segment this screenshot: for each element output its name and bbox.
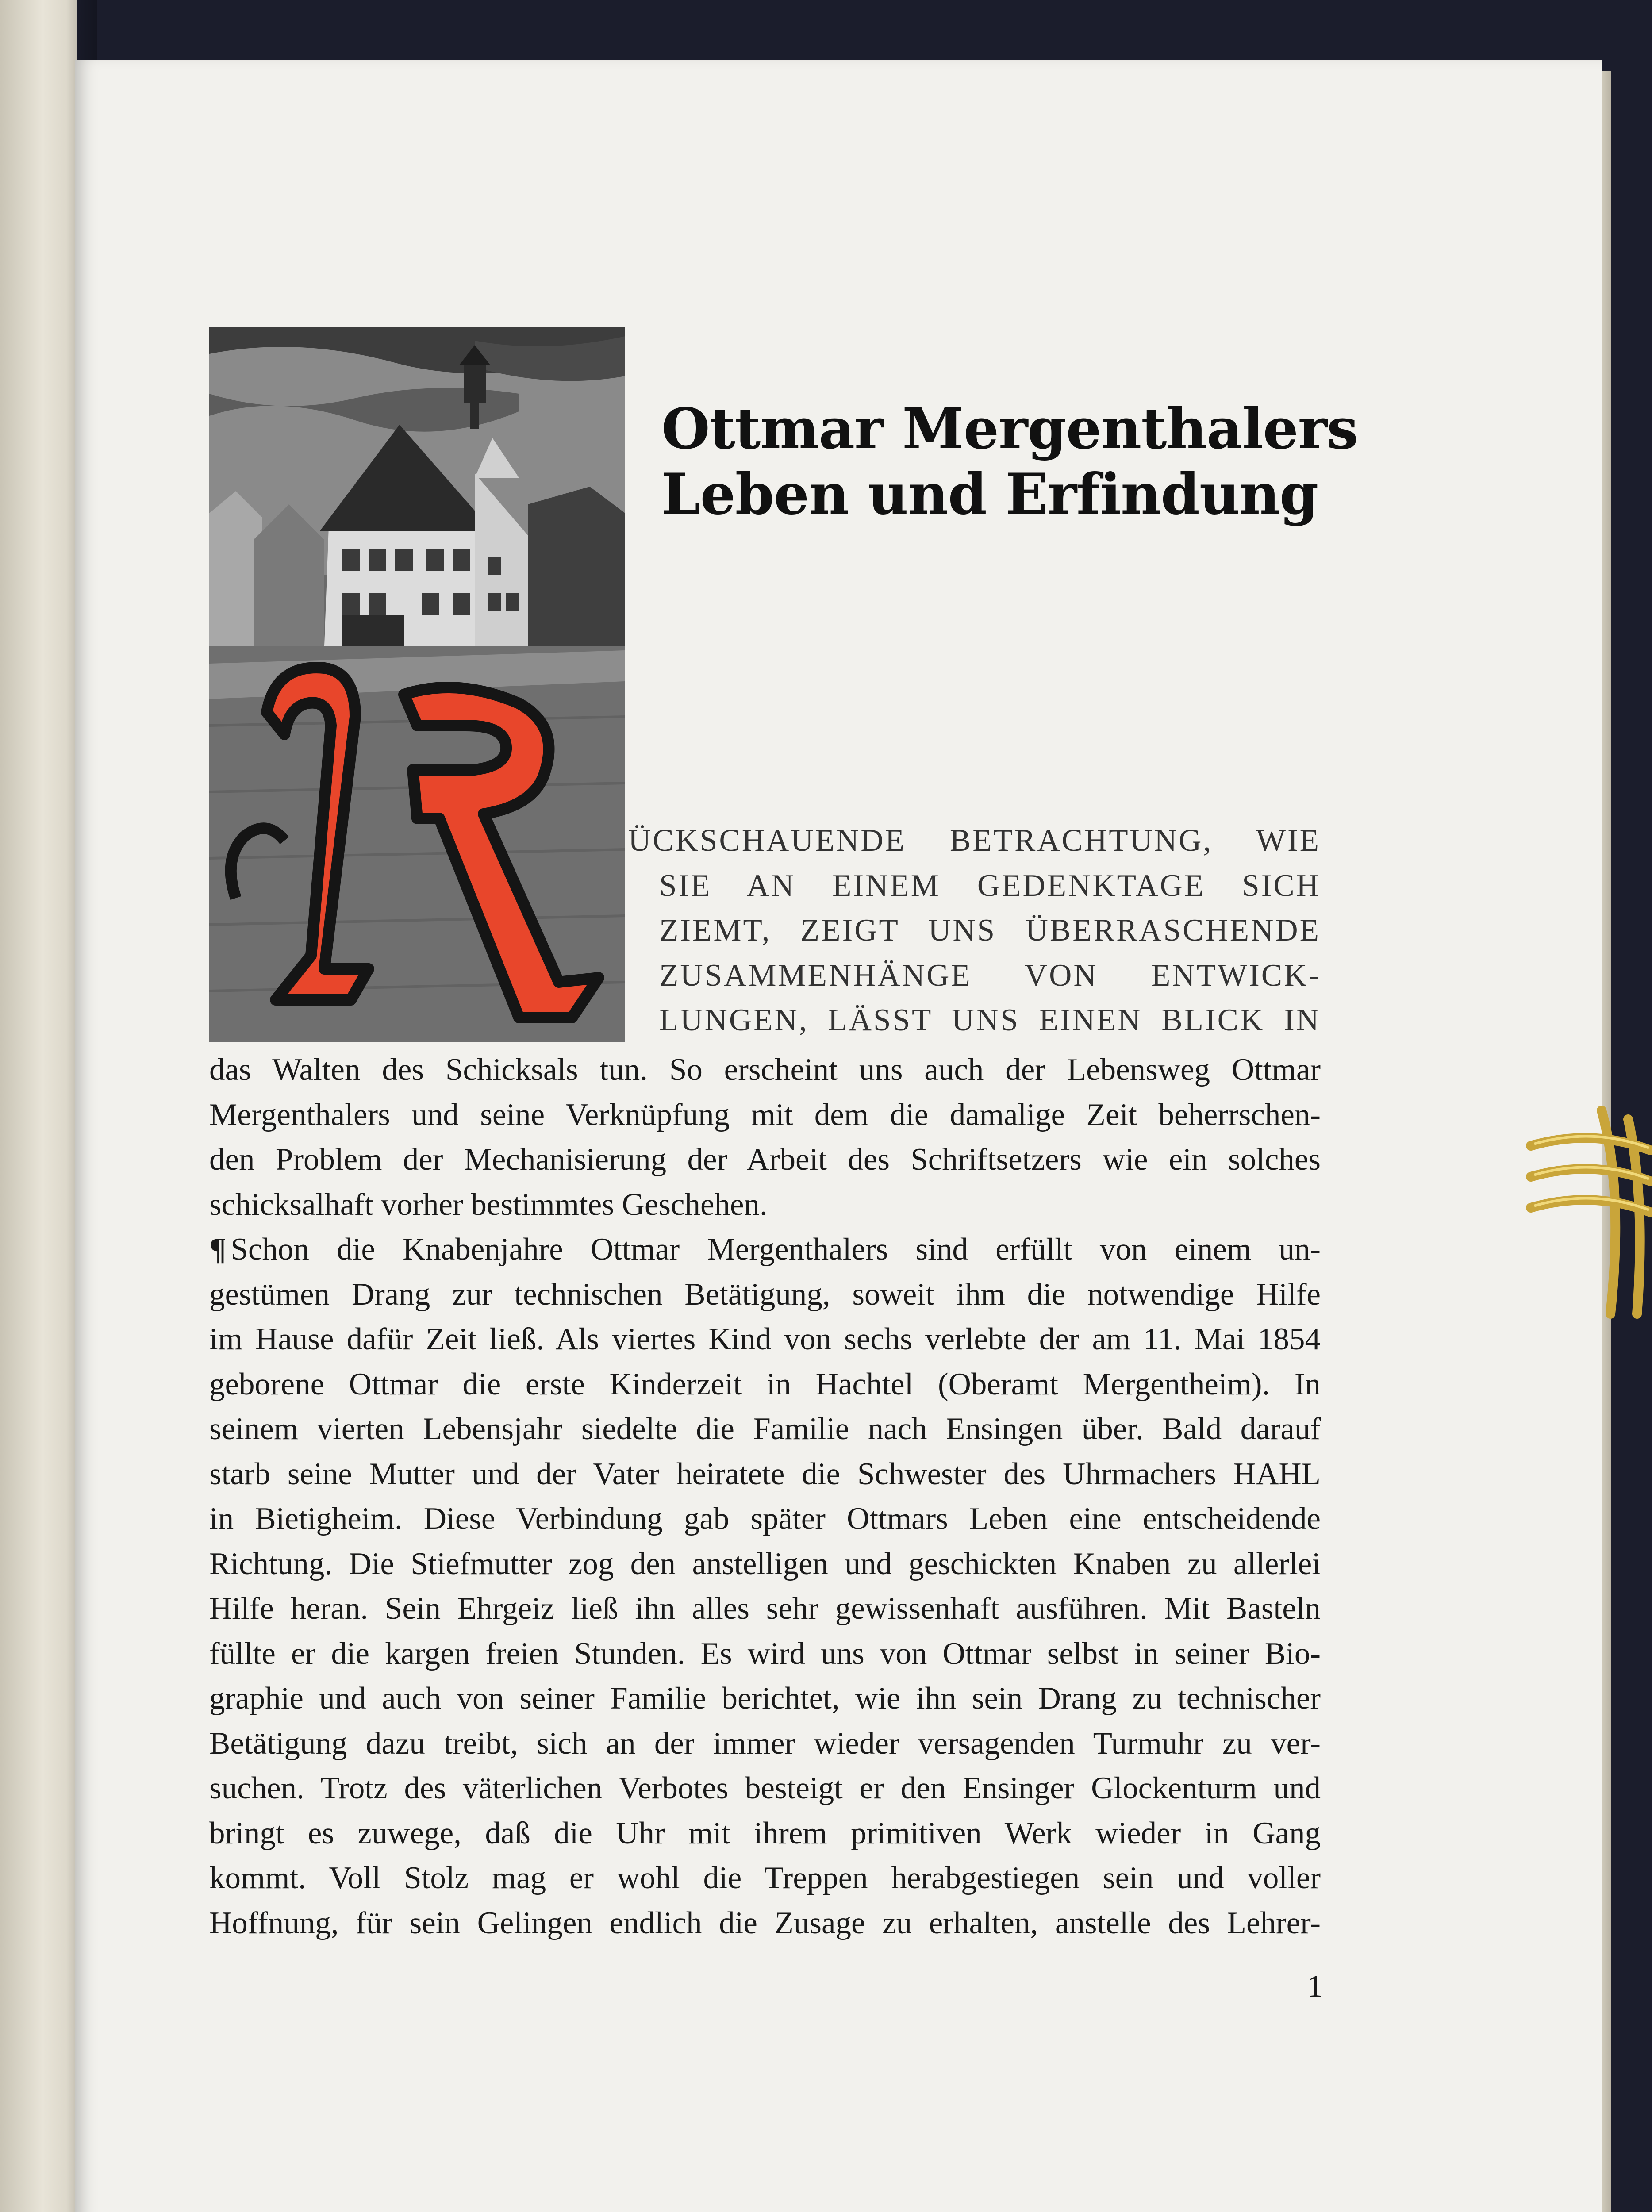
- text-line: den Problem der Mechanisierung der Arbeit des Schriftsetzers wie ein solches: [209, 1142, 1321, 1177]
- text-line: seinem vierten Lebensjahr siedelte die Familie nach Ensingen über. Bald darauf: [209, 1412, 1321, 1446]
- paragraph-mark-icon: ¶: [209, 1232, 227, 1267]
- title-line-2: Leben und Erfindung: [661, 461, 1318, 527]
- title-line-1: Ottmar Mergenthalers: [661, 396, 1358, 461]
- caps-line: SIE AN EINEM GEDENKTAGE SICH: [659, 868, 1321, 903]
- text-line: gestümen Drang zur technischen Betätigung, soweit ihm die notwendige Hilfe: [209, 1277, 1321, 1312]
- text-line: füllte er die kargen freien Stunden. Es wird uns von Ottmar selbst in seiner Bio-: [209, 1636, 1321, 1671]
- text-line: in Bietigheim. Diese Verbindung gab später Ottmars Leben eine entscheidende: [209, 1502, 1321, 1536]
- opening-paragraph-caps: [628, 818, 1321, 1043]
- brass-clip-icon: [1522, 1102, 1652, 1323]
- caps-line: ZIEMT, ZEIGT UNS ÜBERRASCHENDE: [659, 913, 1321, 948]
- caps-line: ÜCKSCHAUENDE BETRACHTUNG, WIE: [628, 823, 1321, 858]
- caps-line: ZUSAMMENHÄNGE VON ENTWICK-: [659, 958, 1321, 993]
- text-line: im Hause dafür Zeit ließ. Als viertes Kind von sechs verlebte der am 11. Mai 1854: [209, 1322, 1321, 1356]
- text-line: Richtung. Die Stiefmutter zog den anstelligen und geschickten Knaben zu allerlei: [209, 1546, 1321, 1581]
- text-line: das Walten des Schicksals tun. So erscheint uns auch der Lebensweg Ottmar: [209, 1052, 1321, 1087]
- text-line: Hilfe heran. Sein Ehrgeiz ließ ihn alles sehr gewissenhaft ausführen. Mit Basteln: [209, 1591, 1321, 1626]
- text-line: graphie und auch von seiner Familie berichtet, wie ihn sein Drang zu technischer: [209, 1681, 1321, 1716]
- text-line: geborene Ottmar die erste Kinderzeit in Hachtel (Oberamt Mergentheim). In: [209, 1367, 1321, 1402]
- text-line: Hoffnung, für sein Gelingen endlich die Zusage zu erhalten, anstelle des Lehrer-: [209, 1905, 1321, 1940]
- text-line: schicksalhaft vorher bestimmtes Geschehen.: [209, 1187, 768, 1222]
- text-line: [209, 1227, 1321, 1272]
- body-text: [209, 1048, 1321, 1946]
- caps-line: LUNGEN, LÄSST UNS EINEN BLICK IN: [659, 1003, 1321, 1037]
- text-line: bringt es zuwege, daß die Uhr mit ihrem primitiven Werk wieder in Gang: [209, 1816, 1321, 1851]
- text-line-content: Schon die Knabenjahre Ottmar Mergenthalers sind erfüllt von einem un-: [231, 1232, 1321, 1267]
- woodcut-illustration: [209, 327, 625, 1042]
- previous-page-edge: [0, 0, 77, 2212]
- text-line: Mergenthalers und seine Verknüpfung mit dem die damalige Zeit beherrschen-: [209, 1097, 1321, 1132]
- text-line: Betätigung dazu treibt, sich an der immer wieder versagenden Turmuhr zu ver-: [209, 1726, 1321, 1761]
- text-line: starb seine Mutter und der Vater heiratete die Schwester des Uhrmachers HAHL: [209, 1456, 1321, 1491]
- text-line: suchen. Trotz des väterlichen Verbotes besteigt er den Ensinger Glockenturm und: [209, 1771, 1321, 1805]
- page-title: [661, 396, 1369, 527]
- text-line: kommt. Voll Stolz mag er wohl die Treppen herabgestiegen sein und voller: [209, 1861, 1321, 1895]
- page-number: 1: [1307, 1969, 1323, 2004]
